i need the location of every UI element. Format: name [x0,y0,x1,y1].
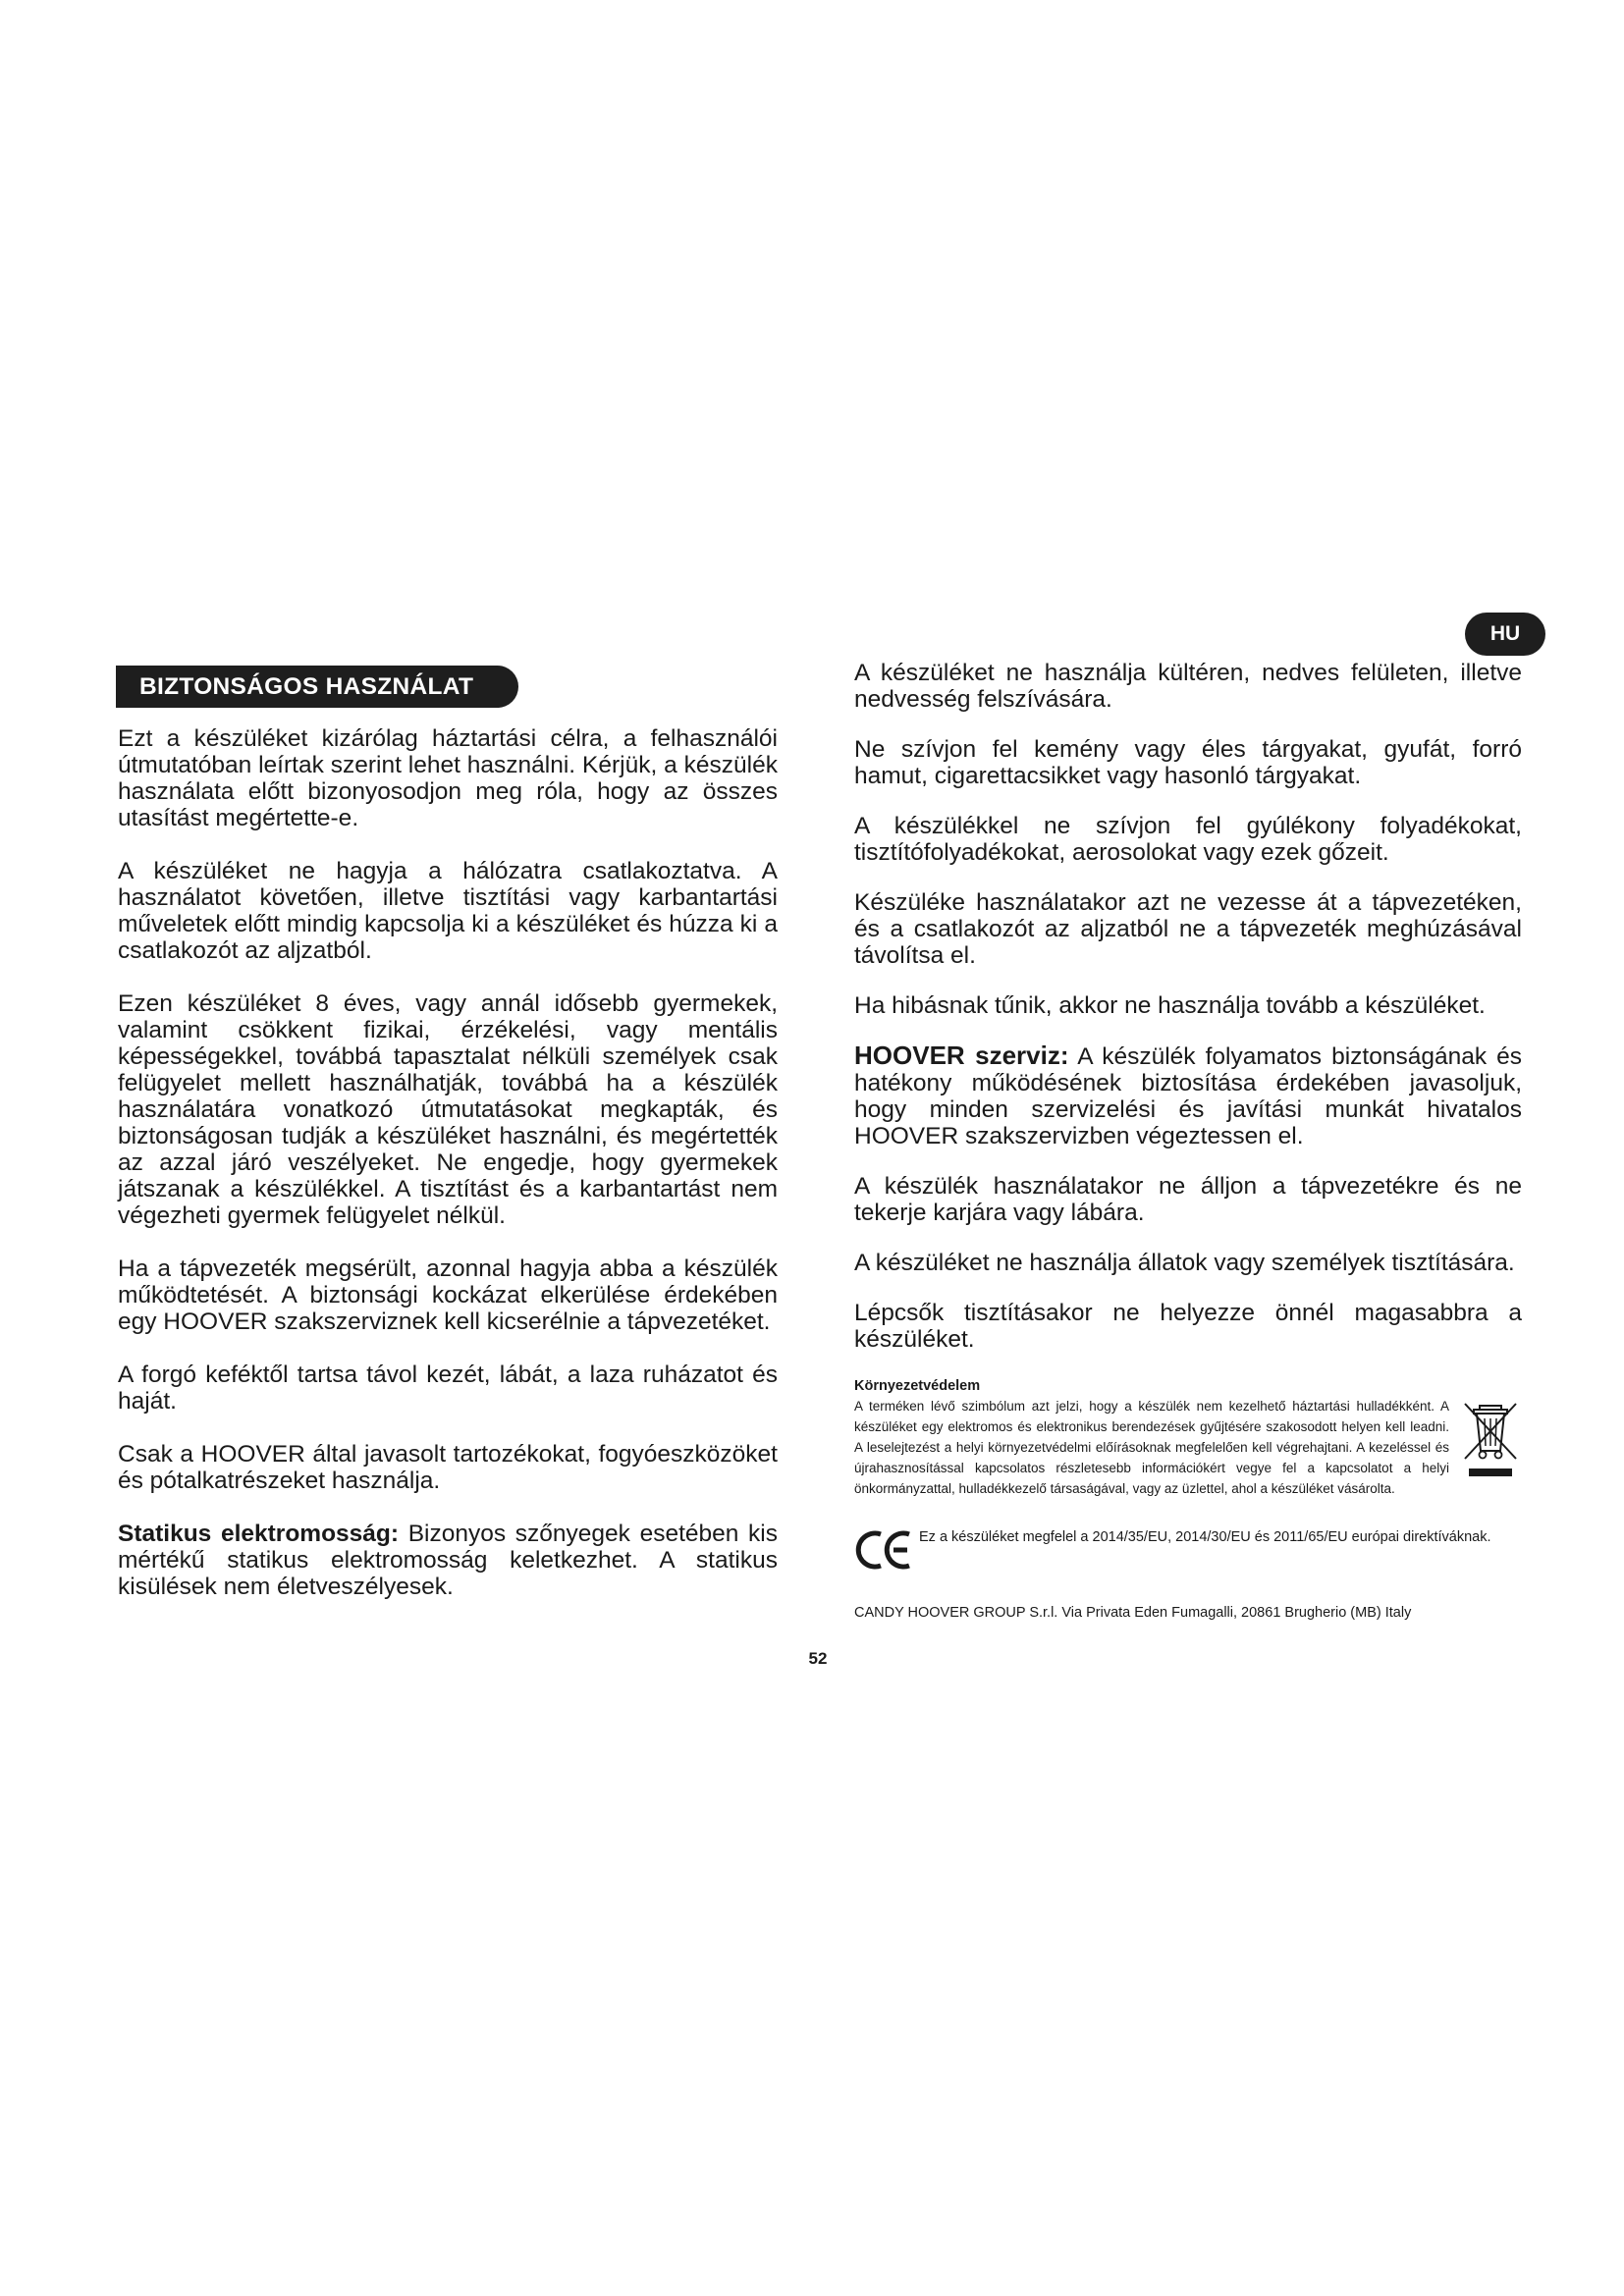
paragraph-service [854,1042,1522,1149]
paragraph-animals: A készüléket ne használja állatok vagy személyek tisztítására. [854,1250,1515,1276]
static-label: Statikus elektromosság: [118,1521,400,1547]
environment-text: A terméken lévő szimbólum azt jelzi, hogy a készülék nem kezelhető háztartási hulladékként. A készüléket egy elektromos és elektronikus berendezések gyűjtésére szakosodott helyen kell leadni. A leselejtezést a helyi környezetvédelmi előírásoknak megfelelően kell végrehajtani. A kezeléssel és újrahasznosítással kapcsolatos részletesebb információkért vegye fel a kapcsolatot a helyi önkormányzattal, hulladékkezelő társaságával, vagy az üzlettel, ahol a készüléket vásárolta. [854,1399,1449,1496]
environment-title: Környezetvédelem [854,1378,981,1394]
page-number: 52 [808,1649,828,1668]
ce-declaration [854,1526,1522,1574]
paragraph-unplug: A készüléket ne hagyja a hálózatra csatlakoztatva. A használatot követően, illetve tisztítási vagy karbantartási műveletek előtt mindig kapcsolja ki a készüléket és húzza ki a csatlakozót az aljzatból. [118,858,778,964]
service-text: A készülék folyamatos biztonságának és hatékony működésének biztosítása érdekében javasoljuk, hogy minden szervizelési és javítási munkát hivatalos HOOVER szakszervizben végeztessen el. [854,1043,1522,1149]
environment-section [854,1376,1522,1499]
paragraph-faulty: Ha hibásnak tűnik, akkor ne használja tovább a készüléket. [854,992,1486,1019]
paragraph-damaged-cord: Ha a tápvezeték megsérült, azonnal hagyja abba a készülék működtetését. A biztonsági kockázat elkerülése érdekében egy HOOVER szakszerviznek kell kicserélnie a tápvezetéket. [118,1255,778,1335]
paragraph-intended-use: Ezt a készüléket kizárólag háztartási célra, a felhasználói útmutatóban leírtak szerint lehet használni. Kérjük, a készülék használata előtt bizonyosodjon meg róla, hogy az összes utasítást megértette-e. [118,725,778,831]
paragraph-accessories: Csak a HOOVER által javasolt tartozékokat, fogyóeszközöket és pótalkatrészeket használja. [118,1441,778,1494]
service-label: HOOVER szerviz: [854,1041,1069,1070]
ce-text: Ez a készüléket megfelel a 2014/35/EU, 2014/30/EU és 2011/65/EU európai direktíváknak. [919,1529,1491,1545]
ce-mark-icon [854,1526,915,1574]
paragraph-hard-objects: Ne szívjon fel kemény vagy éles tárgyakat, gyufát, forró hamut, cigarettacsikket vagy hasonló tárgyakat. [854,736,1522,789]
static-text: Bizonyos szőnyegek esetében kis mértékű statikus elektromosság keletkezhet. A statikus kisülések nem életveszélyesek. [118,1521,778,1600]
right-column [854,660,1522,1623]
left-column [118,660,778,1627]
paragraph-children: Ezen készüléket 8 éves, vagy annál idősebb gyermekek, valamint csökkent fizikai, érzékelési, vagy mentális képességekkel, továbbá tapasztalat nélküli személyek csak felügyelet mellett használhatják, továbbá ha a készülék használatára vonatkozó útmutatásokat megkapták, és biztonságosan tudják a készüléket használni, és megértették az azzal járó veszélyeket. Ne engedje, hogy gyermekek játszanak a készülékkel. A tisztítást és a karbantartást nem végezheti gyermek felügyelet nélkül. [118,990,778,1229]
paragraph-flammable: A készülékkel ne szívjon fel gyúlékony folyadékokat, tisztítófolyadékokat, aerosolokat vagy ezek gőzeit. [854,813,1522,866]
paragraph-stairs: Lépcsők tisztításakor ne helyezze önnél magasabbra a készüléket. [854,1300,1522,1353]
paragraph-brushes: A forgó keféktől tartsa távol kezét, lábát, a laza ruházatot és haját. [118,1362,778,1415]
paragraph-cord-handling: Készüléke használatakor azt ne vezesse át a tápvezetéken, és a csatlakozót az aljzatból ne a tápvezeték meghúzásával távolítsa el. [854,889,1522,969]
weee-crossed-bin-icon [1461,1402,1520,1478]
paragraph-outdoor: A készüléket ne használja kültéren, nedves felületen, illetve nedvesség felszívására. [854,660,1522,713]
paragraph-stand-on-cord: A készülék használatakor ne álljon a tápvezetékre és ne tekerje karjára vagy lábára. [854,1173,1522,1226]
paragraph-static [118,1521,778,1600]
section-title: BIZTONSÁGOS HASZNÁLAT [116,666,518,708]
manufacturer-address: CANDY HOOVER GROUP S.r.l. Via Privata Eden Fumagalli, 20861 Brugherio (MB) Italy [854,1605,1412,1621]
language-badge: HU [1465,613,1545,656]
